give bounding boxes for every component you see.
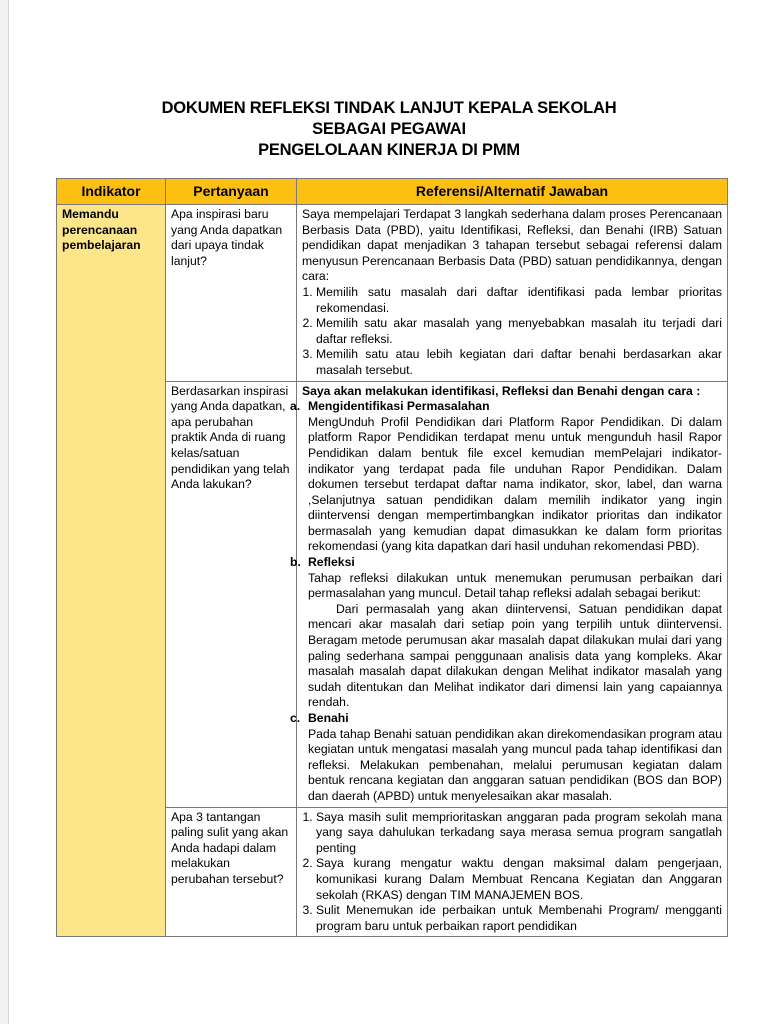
section-letter: b.	[290, 555, 301, 570]
title-line-2: SEBAGAI PEGAWAI	[312, 120, 466, 138]
section-paragraph: Tahap refleksi dilakukan untuk menemukan perumusan perbaikan dari permasalahan yang muncul. Detail tahap refleksi adalah sebagai berikut:	[308, 570, 722, 601]
section-letter: c.	[290, 711, 301, 725]
answer-list	[302, 810, 722, 935]
header-referensi: Referensi/Alternatif Jawaban	[297, 179, 728, 205]
section-paragraph: Pada tahap Benahi satuan pendidikan akan direkomendasikan program atau kegiatan untuk mengatasi masalah yang muncul pada tahap identifikasi dan refleksi. Melakukan pembenahan, melalui perumusan kegiatan dalam bentuk rencana kegiatan dan anggaran satuan pendidikan (BOS dan BOP) dan daerah (APBD) untuk menyelesaikan akar masalah.	[308, 726, 722, 803]
answer-intro: Saya mempelajari Terdapat 3 langkah sederhana dalam proses Perencanaan Berbasis Data (PBD), yaitu Identifikasi, Refleksi, dan Benahi (IRB) Satuan pendidikan dapat menjadikan 3 tahapan tersebut sebagai referensi dalam menyusun Perencanaan Berbasis Data (PBD) satuan pendidikannya, dengan cara:	[302, 207, 722, 284]
answer-heading: Saya akan melakukan identifikasi, Refleksi dan Benahi dengan cara :	[302, 383, 701, 398]
section-title: Refleksi	[308, 555, 355, 570]
title-line-1: DOKUMEN REFLEKSI TINDAK LANJUT KEPALA SEKOLAH	[161, 99, 617, 117]
title-line-3: PENGELOLAAN KINERJA DI PMM	[258, 141, 520, 159]
question-cell: Apa inspirasi baru yang Anda dapatkan dari upaya tindak lanjut?	[166, 205, 297, 382]
table-row	[57, 205, 728, 382]
list-item: 3. Sulit Menemukan ide perbaikan untuk Membenahi Program/ mengganti program baru untuk perbaikan raport pendidikan	[316, 903, 722, 934]
answer-list	[302, 285, 722, 379]
list-item: 3. Memilih satu atau lebih kegiatan dari daftar benahi berdasarkan akar masalah tersebut.	[316, 347, 722, 378]
header-indikator: Indikator	[57, 179, 166, 205]
question-cell: Apa 3 tantangan paling sulit yang akan Anda hadapi dalam melakukan perubahan tersebut?	[166, 807, 297, 937]
section-paragraph: MengUnduh Profil Pendidikan dari Platform Rapor Pendidikan. Di dalam platform Rapor Pendidikan terdapat menu untuk mengunduh hasil Rapor Pendidikan dalam bentuk file excel kemudian memPelajari indikator-indikator yang terdapat pada file unduhan Rapor Pendidikan. Dalam dokumen tersebut terdapat daftar nama indikator, skor, label, dan warna ,Selanjutnya satuan pendidikan dalam memilih indikator yang ingin diintervensi dengan mempertimbangkan indikator prioritas dan indikator bermasalah yang kemudian dapat dimasukkan ke dalam form prioritas rekomendasi (yang kita dapatkan dari hasil unduhan rekomendasi PBD).	[308, 414, 722, 554]
question-cell: Berdasarkan inspirasi yang Anda dapatkan, apa perubahan praktik Anda di ruang kelas/satuan pendidikan yang telah Anda lakukan?	[166, 381, 297, 807]
document-title	[9, 98, 768, 161]
section-identifikasi	[290, 399, 722, 555]
table-header-row	[57, 179, 728, 205]
list-item: 1. Memilih satu masalah dari daftar identifikasi pada lembar prioritas rekomendasi.	[316, 285, 722, 316]
reflection-table	[56, 178, 728, 937]
document-page	[8, 0, 768, 1024]
list-item: 2. Memilih satu akar masalah yang menyebabkan masalah itu terjadi dari daftar refleksi.	[316, 316, 722, 347]
indicator-cell: Memandu perencanaan pembelajaran	[57, 205, 166, 937]
section-paragraph: Dari permasalah yang akan diintervensi, Satuan pendidikan dapat mencari akar masalah dari setiap poin yang terpilih untuk diintervensi. Beragam metode perumusan akar masalah dapat dilakukan mulai dari yang paling sederhana sampai penggunaan analisis data yang kompleks. Akar masalah masalah dapat dilakukan dengan Melihat indikator masalah yang sudah ditentukan dan Melihat indikator dari dimensi lain yang capaiannya rendah.	[308, 601, 722, 710]
section-benahi	[290, 711, 722, 805]
header-pertanyaan: Pertanyaan	[166, 179, 297, 205]
section-refleksi	[290, 555, 722, 711]
section-letter: a.	[290, 399, 301, 414]
answer-cell	[290, 381, 728, 807]
list-item: 1. Saya masih sulit memprioritaskan anggaran pada program sekolah mana yang saya dahulukan terkadang saya merasa semua program sangatlah penting	[316, 810, 722, 857]
answer-cell	[297, 205, 728, 382]
section-title: Mengidentifikasi Permasalahan	[308, 399, 490, 414]
list-item: 2. Saya kurang mengatur waktu dengan maksimal dalam pengerjaan, komunikasi kurang Dalam Membuat Rencana Kegiatan dan Anggaran sekolah (RKAS) dengan TIM MANAJEMEN BOS.	[316, 856, 722, 903]
section-title: Benahi	[308, 711, 349, 725]
answer-cell	[297, 807, 728, 937]
